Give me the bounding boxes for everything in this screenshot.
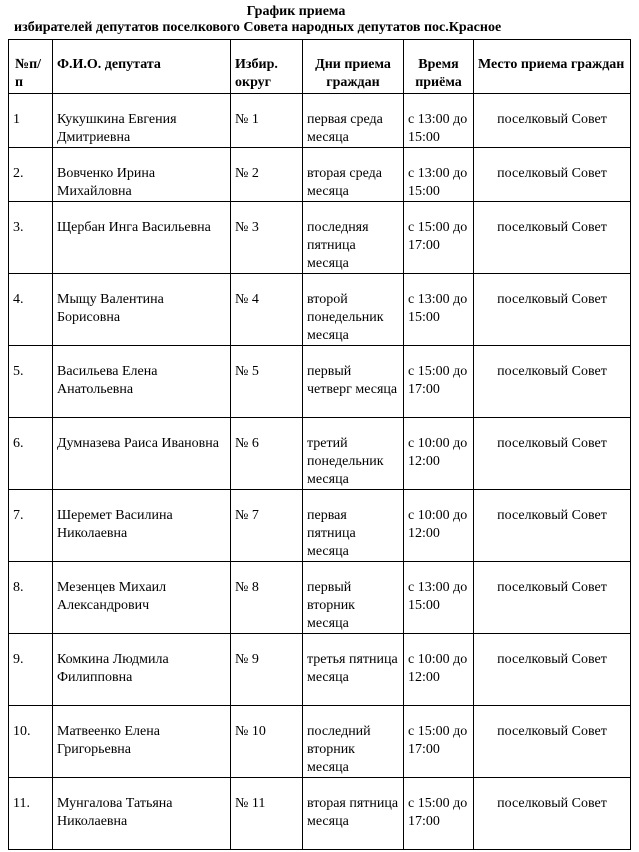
reception-place: поселковый Совет [474, 562, 631, 634]
district: № 1 [231, 94, 303, 148]
reception-place: поселковый Совет [474, 202, 631, 274]
reception-place: поселковый Совет [474, 274, 631, 346]
reception-days: первый вторник месяца [303, 562, 404, 634]
table-row [9, 346, 631, 418]
deputy-name: Шеремет Василина Николаевна [53, 490, 231, 562]
deputy-name: Мунгалова Татьяна Николаевна [53, 778, 231, 850]
row-num: 7. [9, 490, 53, 562]
reception-days: вторая среда месяца [303, 148, 404, 202]
table-row [9, 94, 631, 148]
row-num: 2. [9, 148, 53, 202]
district: № 5 [231, 346, 303, 418]
row-num: 6. [9, 418, 53, 490]
reception-time: с 10:00 до 12:00 [404, 634, 474, 706]
table-header-row [9, 40, 631, 94]
table-row [9, 148, 631, 202]
reception-time: с 15:00 до 17:00 [404, 346, 474, 418]
reception-place: поселковый Совет [474, 634, 631, 706]
reception-place: поселковый Совет [474, 148, 631, 202]
row-num: 4. [9, 274, 53, 346]
deputy-name: Думназева Раиса Ивановна [53, 418, 231, 490]
reception-time: с 15:00 до 17:00 [404, 202, 474, 274]
deputy-name: Мыщу Валентина Борисовна [53, 274, 231, 346]
table-row [9, 634, 631, 706]
reception-place: поселковый Совет [474, 418, 631, 490]
row-num: 10. [9, 706, 53, 778]
district: № 10 [231, 706, 303, 778]
district: № 3 [231, 202, 303, 274]
reception-place: поселковый Совет [474, 490, 631, 562]
district: № 2 [231, 148, 303, 202]
reception-days: последний вторник месяца [303, 706, 404, 778]
reception-days: последняя пятница месяца [303, 202, 404, 274]
table-row [9, 418, 631, 490]
table-row [9, 202, 631, 274]
reception-days: первый четверг месяца [303, 346, 404, 418]
reception-time: с 13:00 до 15:00 [404, 94, 474, 148]
reception-time: с 13:00 до 15:00 [404, 274, 474, 346]
row-num: 5. [9, 346, 53, 418]
district: № 11 [231, 778, 303, 850]
district: № 7 [231, 490, 303, 562]
reception-time: с 13:00 до 15:00 [404, 148, 474, 202]
district: № 4 [231, 274, 303, 346]
district: № 6 [231, 418, 303, 490]
row-num: 9. [9, 634, 53, 706]
deputy-name: Матвеенко Елена Григорьевна [53, 706, 231, 778]
reception-days: вторая пятница месяца [303, 778, 404, 850]
table-row [9, 562, 631, 634]
reception-place: поселковый Совет [474, 706, 631, 778]
reception-schedule-table [8, 39, 631, 850]
table-row [9, 490, 631, 562]
row-num: 8. [9, 562, 53, 634]
reception-time: с 15:00 до 17:00 [404, 706, 474, 778]
deputy-name: Щербан Инга Васильевна [53, 202, 231, 274]
table-row [9, 274, 631, 346]
row-num: 3. [9, 202, 53, 274]
header-district: Избир. округ [231, 40, 303, 94]
deputy-name: Васильева Елена Анатольевна [53, 346, 231, 418]
district: № 9 [231, 634, 303, 706]
header-days: Дни приема граждан [303, 40, 404, 94]
row-num: 11. [9, 778, 53, 850]
reception-days: первая пятница месяца [303, 490, 404, 562]
reception-days: третий понедельник месяца [303, 418, 404, 490]
reception-days: второй понедельник месяца [303, 274, 404, 346]
deputy-name: Мезенцев Михаил Александрович [53, 562, 231, 634]
header-num: №п/п [9, 40, 53, 94]
header-time: Время приёма [404, 40, 474, 94]
reception-place: поселковый Совет [474, 778, 631, 850]
reception-time: с 15:00 до 17:00 [404, 778, 474, 850]
reception-time: с 10:00 до 12:00 [404, 490, 474, 562]
reception-time: с 13:00 до 15:00 [404, 562, 474, 634]
row-num: 1 [9, 94, 53, 148]
deputy-name: Кукушкина Евгения Дмитриевна [53, 94, 231, 148]
deputy-name: Вовченко Ирина Михайловна [53, 148, 231, 202]
table-row [9, 778, 631, 850]
reception-time: с 10:00 до 12:00 [404, 418, 474, 490]
reception-days: третья пятница месяца [303, 634, 404, 706]
reception-place: поселковый Совет [474, 94, 631, 148]
table-row [9, 706, 631, 778]
district: № 8 [231, 562, 303, 634]
header-name: Ф.И.О. депутата [53, 40, 231, 94]
document-title: График приема [246, 4, 346, 19]
reception-days: первая среда месяца [303, 94, 404, 148]
reception-place: поселковый Совет [474, 346, 631, 418]
deputy-name: Комкина Людмила Филипповна [53, 634, 231, 706]
header-place: Место приема граждан [474, 40, 631, 94]
document-subtitle: избирателей депутатов поселкового Совета народных депутатов пос.Красное [14, 20, 502, 35]
